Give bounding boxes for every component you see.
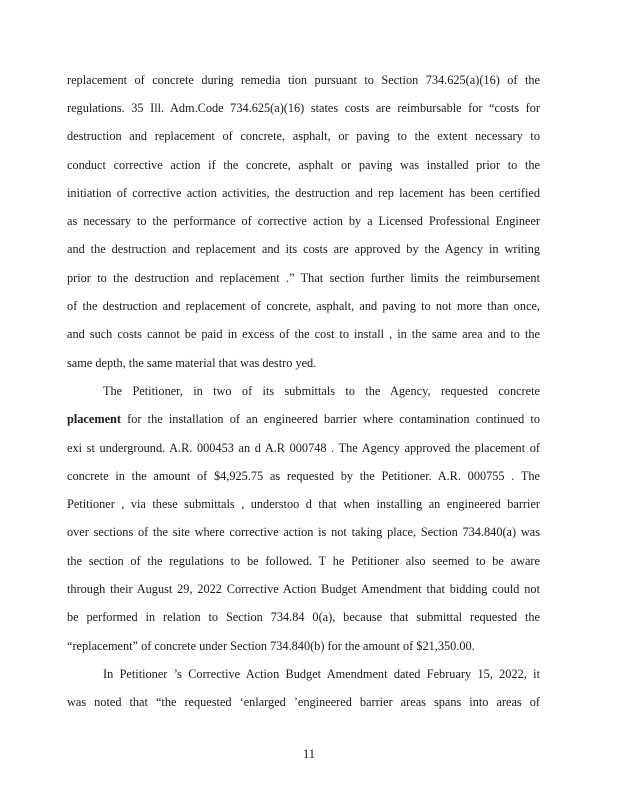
text-line: the section of the regulations to be followed. T he Petitioner also seemed to be aware [67,554,540,568]
text-line: replacement of concrete during remedia tion pursuant to Section 734.625(a)(16) of the [67,73,540,87]
text-line: regulations. 35 Ill. Adm.Code 734.625(a)(16) states costs are reimbursable for “costs for [67,101,540,115]
text-line: concrete in the amount of $4,925.75 as requested by the Petitioner. A.R. 000755 . The [67,469,540,483]
text-line: “replacement” of concrete under Section 734.840(b) for the amount of $21,350.00. [67,639,475,653]
text-line: same depth, the same material that was destro yed. [67,356,317,370]
text-line: as necessary to the performance of corrective action by a Licensed Professional Engineer [67,214,540,228]
text-line: prior to the destruction and replacement .” That section further limits the reimbursement [67,271,540,285]
page-number: 11 [302,747,316,761]
text-line: be performed in relation to Section 734.84 0(a), because that submittal requested the [67,610,540,624]
text-line: exi st underground. A.R. 000453 an d A.R 000748 . The Agency approved the placement of [67,441,540,455]
paragraph-first-line: In Petitioner ’s Corrective Action Budget Amendment dated February 15, 2022, it [103,667,540,681]
paragraph-first-line: The Petitioner, in two of its submittals to the Agency, requested concrete [103,384,540,398]
text-line: through their August 29, 2022 Corrective Action Budget Amendment that bidding could not [67,582,540,596]
text-line: and such costs cannot be paid in excess of the cost to install , in the same area and to the [67,327,540,341]
emphasized-word: placement [67,412,121,426]
text-line: destruction and replacement of concrete, asphalt, or paving to the extent necessary to [67,129,540,143]
text-line: Petitioner , via these submittals , understoo d that when installing an engineered barrier [67,497,540,511]
text-line: and the destruction and replacement and its costs are approved by the Agency in writing [67,242,540,256]
text-line: was noted that “the requested ‘enlarged ’engineered barrier areas spans into areas of [67,695,540,709]
text-span: for the installation of an engineered barrier where contamination continued to [120,412,540,426]
text-line: conduct corrective action if the concrete, asphalt or paving was installed prior to the [67,158,540,172]
text-line: initiation of corrective action activities, the destruction and rep lacement has been certified [67,186,540,200]
text-line: over sections of the site where corrective action is not taking place, Section 734.840(a) was [67,525,540,539]
text-line: of the destruction and replacement of concrete, asphalt, and paving to not more than once, [67,299,540,313]
text-line [67,411,540,427]
